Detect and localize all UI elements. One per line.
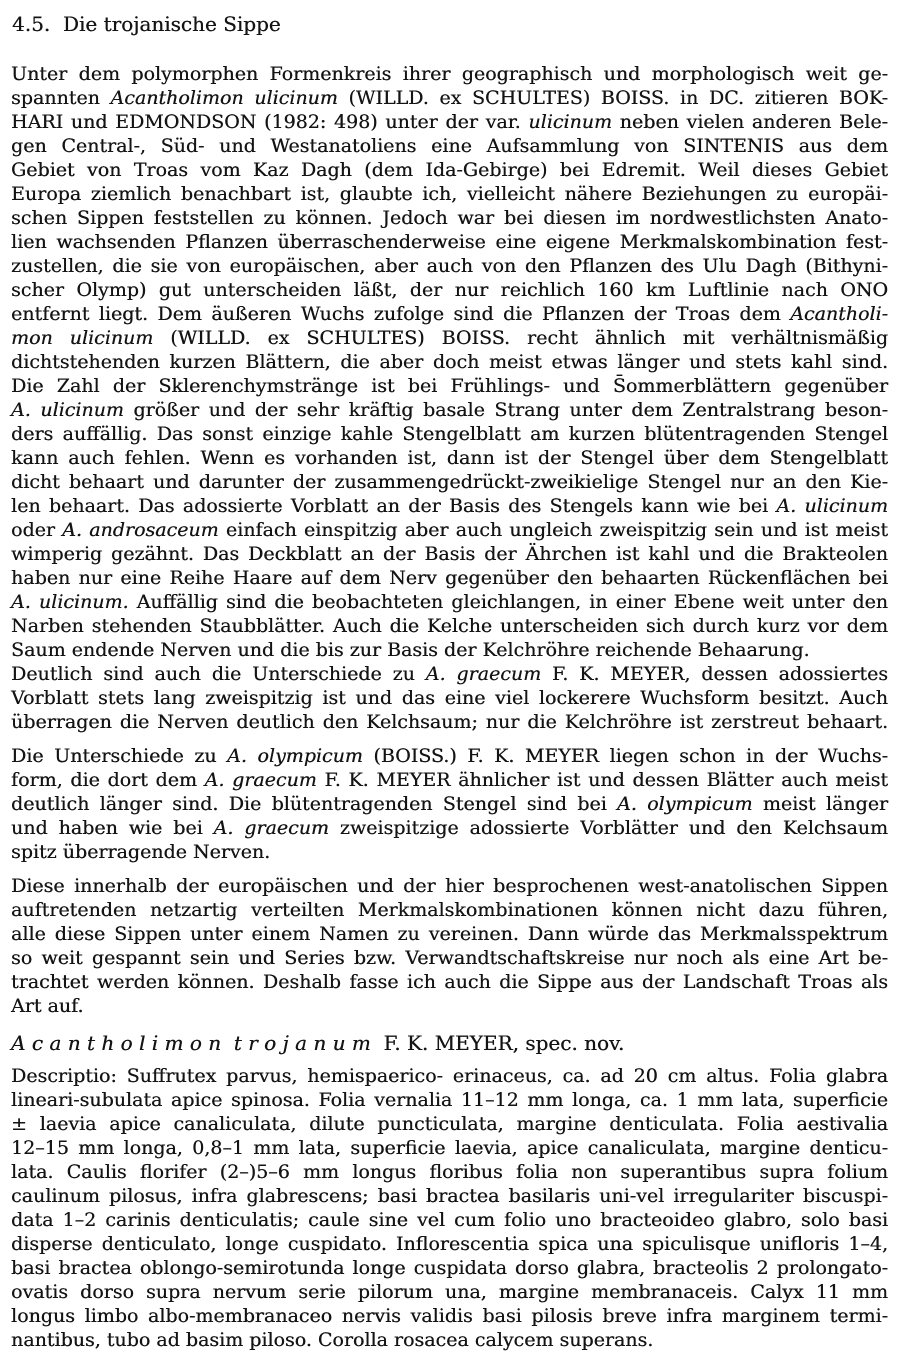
text-line: Descriptio: Suffrutex parvus, hemispaerico- erinaceus, ca. ad 20 cm altus. Folia glabra xyxy=(11,1065,888,1087)
text-line: HARI und EDMONDSON (1982: 498) unter der var. ulicinum neben vielen anderen Bele- xyxy=(11,111,888,133)
text-line: lien wachsenden Pflanzen überraschenderweise eine eigene Merkmalskombination fest- xyxy=(11,231,888,253)
text-line: Saum endende Nerven und die bis zur Basis der Kelchröhre reichende Behaarung. xyxy=(11,639,810,661)
text-line: 12–15 mm longa, 0,8–1 mm lata, superficie laevia, apice canaliculata, margine denticu- xyxy=(11,1137,888,1159)
text-line: mon ulicinum (WILLD. ex SCHULTES) BOISS. recht ähnlich mit verhältnismäßig xyxy=(11,327,888,349)
text-line: len behaart. Das adossierte Vorblatt an der Basis des Stengels kann wie bei A. ulicinum xyxy=(11,495,888,517)
text-line: entfernt liegt. Dem äußeren Wuchs zufolge sind die Pflanzen der Troas dem Acantholi- xyxy=(11,303,888,325)
text-line: Gebiet von Troas vom Kaz Dagh (dem Ida-Gebirge) bei Edremit. Weil dieses Gebiet xyxy=(11,159,888,181)
text-line: A c a n t h o l i m o n t r o j a n u m F. K. MEYER, spec. nov. xyxy=(11,1031,625,1055)
species-heading xyxy=(11,1030,888,1056)
text-line: so weit gespannt sein und Series bzw. Verwandtschaftskreise nur noch als eine Art be- xyxy=(11,947,888,969)
paragraph-descriptio xyxy=(11,1064,888,1352)
text-line: ± laevia apice canaliculata, dilute puncticulata, margine denticulata. Folia aestivalia xyxy=(11,1113,888,1135)
text-line: haben nur eine Reihe Haare auf dem Nerv gegenüber den behaarten Rückenflächen bei xyxy=(11,567,888,589)
text-line: lata. Caulis florifer (2–)5–6 mm longus floribus folia non superantibus supra folium xyxy=(11,1161,888,1183)
paragraph-troas-discussion xyxy=(11,62,888,662)
section-heading: 4.5. Die trojanische Sippe xyxy=(12,12,281,36)
text-line: data 1–2 carinis denticulatis; caule sine vel cum folio uno bracteoideo glabro, solo basi xyxy=(11,1209,888,1231)
text-line: ovatis dorso supra nervum serie pilorum una, margine membranaceis. Calyx 11 mm xyxy=(11,1281,888,1303)
text-line: oder A. androsaceum einfach einspitzig aber auch ungleich zweispitzig sein und ist meist xyxy=(11,519,888,541)
text-line: disperse denticulato, longe cuspidato. Inflorescentia spica una spiculisque unifloris 1–4, xyxy=(11,1233,888,1255)
text-line: form, die dort dem A. graecum F. K. MEYER ähnlicher ist und dessen Blätter auch meist xyxy=(11,769,889,791)
text-line: alle diese Sippen unter einem Namen zu vereinen. Dann würde das Merkmalsspektrum xyxy=(11,923,888,945)
text-line: ders auffällig. Das sonst einzige kahle Stengelblatt am kurzen blütentragenden Stengel xyxy=(11,423,888,445)
text-line: kann auch fehlen. Wenn es vorhanden ist, dann ist der Stengel über dem Stengelblatt xyxy=(11,447,888,469)
text-line: auftretenden netzartig verteilten Merkmalskombinationen können nicht dazu führen, xyxy=(11,899,888,921)
text-line: Die Unterschiede zu A. olympicum (BOISS.) F. K. MEYER liegen schon in der Wuchs- xyxy=(11,745,888,767)
text-line: spitz überragende Nerven. xyxy=(11,841,271,863)
text-line: scher Olymp) gut unterscheiden läßt, der nur reichlich 160 km Luftlinie nach ONO xyxy=(11,279,888,301)
text-line: Narben stehenden Staubblätter. Auch die Kelche unterscheiden sich durch kurz vor dem xyxy=(11,615,888,637)
text-line: zustellen, die sie von europäischen, aber auch von den Pflanzen des Ulu Dagh (Bithyni- xyxy=(11,255,888,277)
paragraph-conclusion xyxy=(11,874,888,1018)
text-line: dichtstehenden kurzen Blättern, die aber doch meist etwas länger und stets kahl sind. xyxy=(11,351,888,373)
paragraph-olympicum-comparison xyxy=(11,744,888,864)
text-line: deutlich länger sind. Die blütentragenden Stengel sind bei A. olympicum meist länger xyxy=(11,793,889,815)
text-line: Art auf. xyxy=(11,995,84,1017)
text-line: basi bractea oblongo-semirotunda longe cuspidata dorso glabra, bracteolis 2 prolongato- xyxy=(11,1257,888,1279)
text-line: A. ulicinum größer und der sehr kräftig basale Strang unter dem Zentralstrang beson- xyxy=(11,399,888,421)
text-line: spannten Acantholimon ulicinum (WILLD. ex SCHULTES) BOISS. in DC. zitieren BOK- xyxy=(11,87,888,109)
text-line: Diese innerhalb der europäischen und der hier besprochenen west-anatolischen Sippen xyxy=(11,875,888,897)
text-line: Die Zahl der Sklerenchymstränge ist bei Frühlings- und S̄ommerblättern gegenüber xyxy=(11,375,888,397)
text-line: Europa ziemlich benachbart ist, glaubte ich, vielleicht nähere Beziehungen zu europäi- xyxy=(11,183,888,205)
text-line: longus limbo albo-membranaceo nervis validis basi pilosis breve infra marginem termi- xyxy=(11,1305,888,1327)
text-line: wimperig gezähnt. Das Deckblatt an der Basis der Ährchen ist kahl und die Brakteolen xyxy=(11,543,888,565)
text-line: Deutlich sind auch die Unterschiede zu A. graecum F. K. MEYER, dessen adossiertes xyxy=(11,663,888,685)
text-line: lineari-subulata apice spinosa. Folia vernalia 11–12 mm longa, ca. 1 mm lata, superficie xyxy=(11,1089,888,1111)
text-line: caulinum pilosus, infra glabrescens; basi bractea basilaris uni-vel irregulariter biscuspi- xyxy=(11,1185,888,1207)
text-line: schen Sippen feststellen zu können. Jedoch war bei diesen im nordwestlichsten Anato- xyxy=(11,207,888,229)
text-line: Vorblatt stets lang zweispitzig ist und das eine viel lockerere Wuchsform besitzt. Auch xyxy=(11,687,888,709)
text-line: und haben wie bei A. graecum zweispitzige adossierte Vorblätter und den Kelchsaum xyxy=(11,817,888,839)
text-line: trachtet werden können. Deshalb fasse ich auch die Sippe aus der Landschaft Troas als xyxy=(11,971,888,993)
text-line: überragen die Nerven deutlich den Kelchsaum; nur die Kelchröhre ist zerstreut behaart. xyxy=(11,711,888,733)
text-line: A. ulicinum. Auffällig sind die beobachteten gleichlangen, in einer Ebene weit unter den xyxy=(11,591,888,613)
text-blocks xyxy=(11,62,888,1352)
text-line: Unter dem polymorphen Formenkreis ihrer geographisch und morphologisch weit ge- xyxy=(11,63,888,85)
text-line: gen Central-, Süd- und Westanatoliens eine Aufsammlung von SINTENIS aus dem xyxy=(11,135,888,157)
text-line: nantibus, tubo ad basim piloso. Corolla rosacea calycem superans. xyxy=(11,1329,654,1351)
paragraph-graecum-comparison xyxy=(11,662,888,734)
text-line: dicht behaart und darunter der zusammengedrückt-zweikielige Stengel nur an den Kie- xyxy=(11,471,888,493)
